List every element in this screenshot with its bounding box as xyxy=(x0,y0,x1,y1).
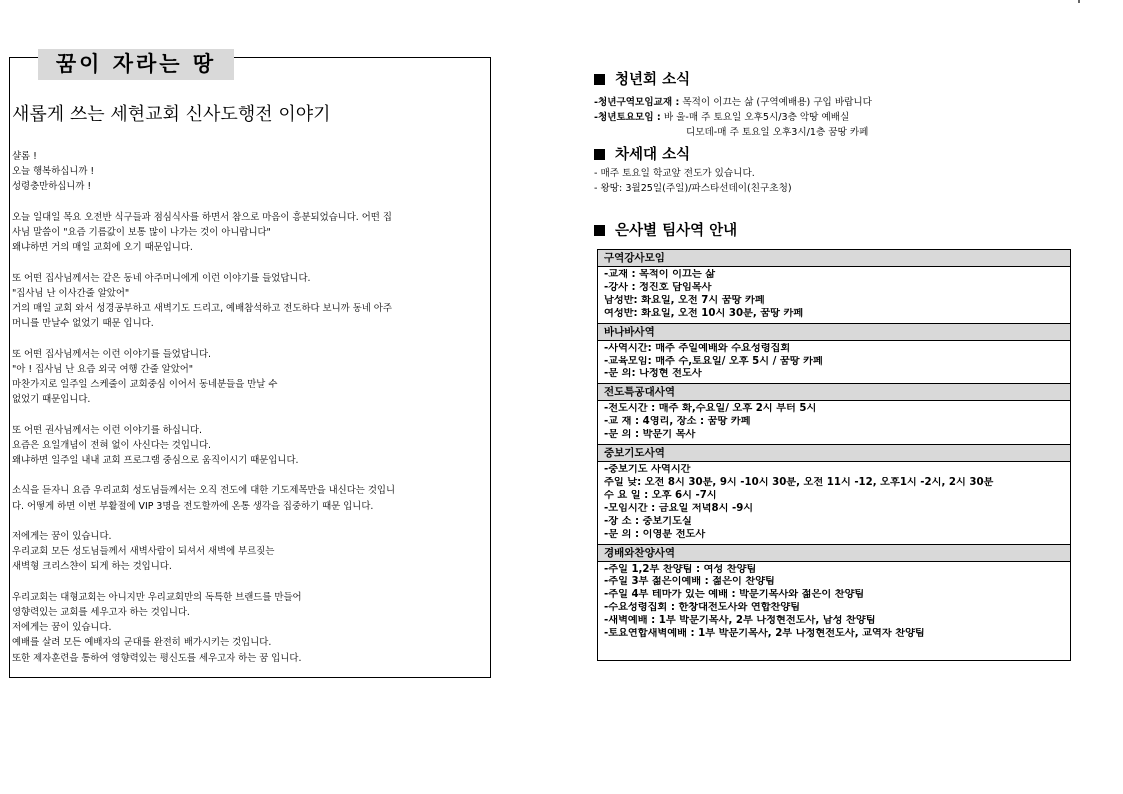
team-section-header: 구역강사모임 xyxy=(598,250,1070,267)
team-section-body xyxy=(598,341,1070,384)
nextgen-item: - 왕땅: 3월25일(주일)/파스타선데이(친구초청) xyxy=(594,183,792,194)
team-line: -교육모임: 매주 수,토요일/ 오후 5시 / 꿈땅 카페 xyxy=(604,355,823,367)
article-paragraph xyxy=(12,210,488,256)
team-line: -문 의 : 박문기 목사 xyxy=(604,429,696,441)
team-line: -사역시간: 매주 주일예배와 수요성령집회 xyxy=(604,342,791,354)
team-line: -주일 4부 테마가 있는 예배 : 박문기목사와 젊은이 찬양팀 xyxy=(604,589,865,601)
team-section xyxy=(598,384,1070,445)
team-line: -교재 : 목적이 이끄는 삶 xyxy=(604,269,716,280)
team-line: -수요성령집회 : 한창대전도사와 연합찬양팀 xyxy=(604,602,801,614)
article-paragraph xyxy=(12,483,488,513)
youth-item-continued: 디모데-매 주 토요일 오후3시/1층 꿈땅 카페 xyxy=(686,127,869,138)
article-line: 거의 매일 교회 와서 성경공부하고 새벽기도 드리고, 예배참석하고 전도하다 보니까 동네 아주 xyxy=(12,303,392,314)
article-heading: 새롭게 쓰는 세현교회 신사도행전 이야기 xyxy=(12,104,331,125)
team-line: 여성반: 화요일, 오전 10시 30분, 꿈땅 카페 xyxy=(604,307,804,319)
team-line: -강사 : 정진호 담임목사 xyxy=(604,281,712,293)
article-line: 소식을 듣자니 요즘 우리교회 성도님들께서는 오직 전도에 대한 기도제목만을 내신다는 것입니 xyxy=(12,485,395,497)
team-line: -전도시간 : 매주 화,수요일/ 오후 2시 부터 5시 xyxy=(604,403,817,415)
square-bullet-icon xyxy=(594,74,605,85)
article-line: 머니를 만날수 없었기 때문 입니다. xyxy=(12,318,154,330)
nextgen-news xyxy=(594,166,792,196)
article-line: "아 ! 집사님 난 요즘 외국 여행 간줄 알았어" xyxy=(12,363,194,375)
youth-section-title xyxy=(594,68,690,89)
article-paragraph xyxy=(12,347,488,408)
team-section-body xyxy=(598,267,1070,323)
article-paragraph xyxy=(12,271,488,332)
team-line: -주일 1,2부 찬양팀 : 여성 찬양팀 xyxy=(604,563,757,575)
youth-news xyxy=(594,95,872,140)
article-line: "집사님 난 이사간줄 알았어" xyxy=(12,287,130,299)
article-line: 또 어떤 집사님께서는 이런 이야기를 들었답니다. xyxy=(12,348,212,360)
team-line: 남성반: 화요일, 오전 7시 꿈땅 카페 xyxy=(604,294,765,306)
youth-item: -청년구역모임교재 : 목적이 이끄는 삶 (구역예배용) 구입 바랍니다 xyxy=(594,97,872,108)
team-section xyxy=(598,250,1070,324)
team-line: -문 의 : 이영분 전도사 xyxy=(604,528,706,540)
nextgen-section-title xyxy=(594,143,690,164)
article-line: 예배를 살려 모든 예배자의 군대를 완전히 배가시키는 것입니다. xyxy=(12,637,272,649)
article-line: 또한 제자훈련을 통하여 영향력있는 평신도를 세우고자 하는 꿈 입니다. xyxy=(12,652,302,664)
article-line: 왜냐하면 거의 매일 교회에 오기 때문입니다. xyxy=(12,242,193,254)
article-paragraph xyxy=(12,423,488,469)
team-line: 수 요 일 : 오후 6시 -7시 xyxy=(604,489,717,501)
team-line: -중보기도 사역시간 xyxy=(604,464,691,476)
teams-section-title xyxy=(594,219,737,240)
team-line: 주일 낮: 오전 8시 30분, 9시 -10시 30분, 오전 11시 -12, 오후1시 -2시, 2시 30분 xyxy=(604,476,994,488)
team-line: -장 소 : 중보기도실 xyxy=(604,515,692,527)
team-section-header: 전도특공대사역 xyxy=(598,384,1070,401)
article-line: 저에게는 꿈이 있습니다. xyxy=(12,530,112,542)
square-bullet-icon xyxy=(594,225,605,236)
team-section xyxy=(598,445,1070,544)
teams-title-text: 은사별 팀사역 안내 xyxy=(615,223,738,239)
team-section-body xyxy=(598,462,1070,543)
team-line: -주일 3부 젊은이예배 : 젊은이 찬양팀 xyxy=(604,576,775,588)
team-line: -교 재 : 4영리, 장소 : 꿈땅 카페 xyxy=(604,416,751,428)
article-line: 우리교회 모든 성도님들께서 새벽사람이 되셔서 새벽에 부르짖는 xyxy=(12,546,275,558)
corner-mark xyxy=(1078,0,1080,3)
article-line: 요즘은 요일개념이 전혀 없이 사신다는 것입니다. xyxy=(12,439,212,451)
team-section-header: 바나바사역 xyxy=(598,324,1070,341)
youth-item: -청년토요모임 : 바 울-매 주 토요일 오후5시/3층 악땅 예배실 xyxy=(594,112,850,123)
team-line: -모임시간 : 금요일 저녁8시 -9시 xyxy=(604,502,754,514)
team-section xyxy=(598,324,1070,385)
article-paragraph xyxy=(12,149,488,195)
team-line: -토요연합새벽예배 : 1부 박문기목사, 2부 나정현전도사, 교역자 찬양팀 xyxy=(604,628,925,640)
article-line: 새벽형 크리스챤이 되게 하는 것입니다. xyxy=(12,561,172,573)
team-section-header: 경배와찬양사역 xyxy=(598,545,1070,562)
article-line: 오늘 일대일 목요 오전반 식구들과 점심식사를 하면서 참으로 마음이 흥분되었습니다. 어떤 집 xyxy=(12,211,392,223)
team-section-header: 중보기도사역 xyxy=(598,445,1070,462)
nextgen-title-text: 차세대 소식 xyxy=(615,147,691,163)
nextgen-item: - 매주 토요일 학교앞 전도가 있습니다. xyxy=(594,168,755,179)
article-line: 또 어떤 권사님께서는 이런 이야기를 하십니다. xyxy=(12,424,202,436)
youth-title-text: 청년회 소식 xyxy=(615,72,691,88)
article-line: 영향력있는 교회를 세우고자 하는 것입니다. xyxy=(12,606,190,618)
team-section xyxy=(598,545,1070,643)
article-paragraph xyxy=(12,590,488,666)
article-line: 오늘 행복하십니까 ! xyxy=(12,166,95,178)
article-line: 마찬가지로 일주일 스케줄이 교회중심 이어서 동네분들을 만날 수 xyxy=(12,379,278,390)
article-line: 우리교회는 대형교회는 아니지만 우리교회만의 독특한 브랜드를 만들어 xyxy=(12,591,302,603)
article-line: 저에게는 꿈이 있습니다. xyxy=(12,622,112,634)
article-line: 또 어떤 집사님께서는 같은 동네 아주머니에게 이런 이야기를 들었답니다. xyxy=(12,272,311,284)
article-line: 성령충만하십니까 ! xyxy=(12,181,92,193)
article-paragraph xyxy=(12,529,488,575)
team-line: -문 의: 나정현 전도사 xyxy=(604,368,702,380)
article-line: 샬롬 ! xyxy=(12,151,37,162)
square-bullet-icon xyxy=(594,149,605,160)
team-section-body xyxy=(598,562,1070,643)
team-ministry-table xyxy=(597,249,1071,661)
article-body xyxy=(12,149,488,681)
left-title-tab: 꿈이 자라는 땅 xyxy=(38,49,234,80)
article-line: 다. 어떻게 하면 이번 부활절에 VIP 3명을 전도할까에 온통 생각을 집중하기 때문 입니다. xyxy=(12,500,374,512)
article-line: 왜냐하면 일주일 내내 교회 프로그램 중심으로 움직이시기 때문입니다. xyxy=(12,455,299,466)
article-line: 없었기 때문입니다. xyxy=(12,394,91,406)
team-line: -새벽예배 : 1부 박문기목사, 2부 나정현전도사, 남성 찬양팀 xyxy=(604,615,876,627)
article-line: 사님 말씀이 "요즘 기름값이 보통 많이 나가는 것이 아니랍니다" xyxy=(12,227,271,238)
team-section-body xyxy=(598,401,1070,444)
